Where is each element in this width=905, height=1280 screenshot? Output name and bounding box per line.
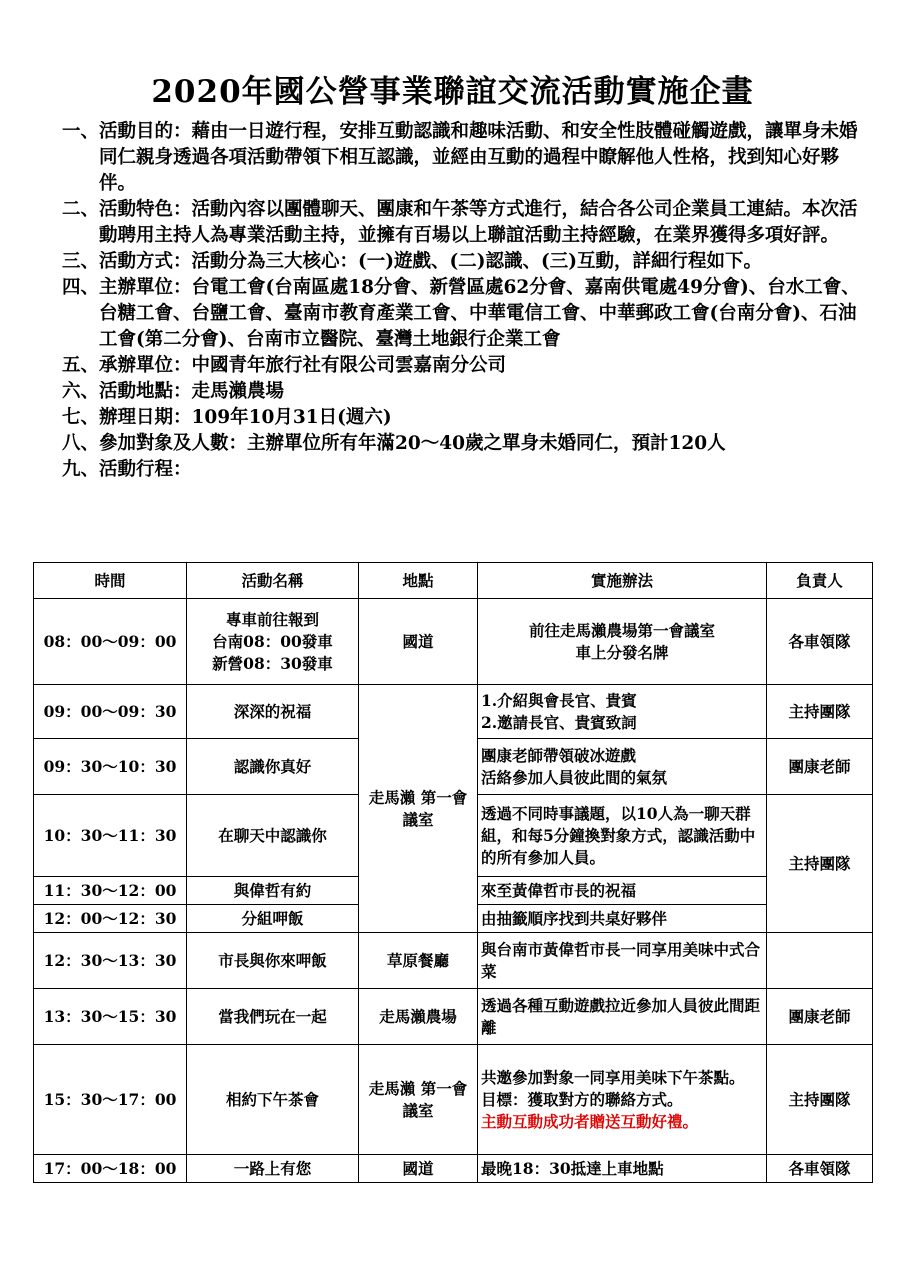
- header-location: 地點: [359, 563, 478, 599]
- location-cell: 國道: [359, 1155, 478, 1183]
- item-text: 活動目的：藉由一日遊行程，安排互動認識和趣味活動、和安全性肢體碰觸遊戲，讓單身未婚同仁親身透過各項活動帶領下相互認識，並經由互動的過程中瞭解他人性格，找到知心好夥伴。: [99, 121, 858, 194]
- item-number: 四、: [62, 277, 100, 298]
- activity-cell: 與偉哲有約: [187, 877, 359, 905]
- item-text: 主辦單位：台電工會(台南區處18分會、新營區處62分會、嘉南供電處49分會)、台水工會、台糖工會、台鹽工會、臺南市教育產業工會、中華電信工會、中華郵政工會(台南分會)、石油工會(第二分會)、台南市立醫院、臺灣土地銀行企業工會: [99, 277, 860, 350]
- owner-cell: 主持團隊: [767, 1045, 873, 1155]
- time-cell: 13：30～15：30: [34, 989, 187, 1045]
- plan-item: [62, 119, 862, 197]
- item-text: 活動行程：: [99, 459, 192, 480]
- header-time: 時間: [34, 563, 187, 599]
- time-cell: 09：30～10：30: [34, 739, 187, 795]
- owner-cell: 團康老師: [767, 989, 873, 1045]
- item-number: 三、: [62, 251, 100, 272]
- item-number: 五、: [62, 355, 100, 376]
- plan-item: [62, 197, 862, 249]
- method-cell: [478, 1045, 767, 1155]
- item-text: 辦理日期：109年10月31日(週六): [99, 407, 392, 428]
- method-line: 團康老師帶領破冰遊戲: [481, 745, 637, 765]
- table-header-row: [34, 563, 873, 599]
- owner-cell: 主持團隊: [767, 685, 873, 739]
- activity-cell: 認識你真好: [187, 739, 359, 795]
- method-line: 車上分發名牌: [575, 642, 669, 662]
- method-cell: 來至黃偉哲市長的祝福: [478, 877, 767, 905]
- time-cell: 15：30～17：00: [34, 1045, 187, 1155]
- owner-cell-empty: [767, 933, 873, 989]
- activity-cell: 當我們玩在一起: [187, 989, 359, 1045]
- item-number: 七、: [62, 407, 100, 428]
- method-cell: 由抽籤順序找到共桌好夥伴: [478, 905, 767, 933]
- location-cell: 走馬瀨 第一會議室: [359, 1045, 478, 1155]
- method-cell: [478, 685, 767, 739]
- item-number: 八、: [62, 433, 100, 454]
- time-cell: 12：30～13：30: [34, 933, 187, 989]
- activity-line: 專車前往報到: [225, 609, 319, 629]
- method-highlight: 主動互動成功者贈送互動好禮。: [481, 1111, 699, 1131]
- method-line: 前往走馬瀨農場第一會議室: [528, 620, 715, 640]
- owner-cell: 各車領隊: [767, 599, 873, 685]
- owner-cell: 各車領隊: [767, 1155, 873, 1183]
- item-text: 參加對象及人數：主辦單位所有年滿20～40歲之單身未婚同仁，預計120人: [99, 433, 726, 454]
- method-line: 1.介紹與會長官、貴賓: [481, 690, 637, 710]
- time-cell: 10：30～11：30: [34, 795, 187, 877]
- item-number: 一、: [62, 121, 100, 142]
- item-number: 二、: [62, 199, 100, 220]
- time-cell: 09：00～09：30: [34, 685, 187, 739]
- table-row: [34, 1045, 873, 1155]
- method-cell: [478, 739, 767, 795]
- item-text: 活動地點：走馬瀨農場: [99, 381, 285, 402]
- method-line: 活絡參加人員彼此間的氣氛: [481, 767, 668, 787]
- table-row: [34, 685, 873, 739]
- plan-items: [62, 119, 862, 483]
- plan-item: [62, 353, 862, 379]
- table-row: [34, 1155, 873, 1183]
- plan-item: [62, 249, 862, 275]
- method-cell: 與台南市黃偉哲市長一同享用美味中式合菜: [478, 933, 767, 989]
- plan-item: [62, 405, 862, 431]
- method-line: 目標：獲取對方的聯絡方式。: [481, 1089, 683, 1109]
- schedule-table: [33, 562, 873, 1183]
- method-cell: [478, 599, 767, 685]
- activity-cell: 分組呷飯: [187, 905, 359, 933]
- activity-cell: 在聊天中認識你: [187, 795, 359, 877]
- plan-item: [62, 275, 862, 353]
- header-owner: 負責人: [767, 563, 873, 599]
- method-cell: 最晚18：30抵達上車地點: [478, 1155, 767, 1183]
- document-title: 2020年國公營事業聯誼交流活動實施企畫: [151, 74, 754, 110]
- time-cell: 12：00～12：30: [34, 905, 187, 933]
- activity-cell: 深深的祝福: [187, 685, 359, 739]
- plan-item: [62, 457, 862, 483]
- time-cell: 17：00～18：00: [34, 1155, 187, 1183]
- table-row: [34, 989, 873, 1045]
- activity-line: 台南08：00發車: [212, 631, 333, 651]
- activity-cell: 市長與你來呷飯: [187, 933, 359, 989]
- item-text: 承辦單位：中國青年旅行社有限公司雲嘉南分公司: [99, 355, 507, 376]
- location-cell: 走馬瀨農場: [359, 989, 478, 1045]
- method-line: 2.邀請長官、貴賓致詞: [481, 712, 637, 732]
- table-row: [34, 599, 873, 685]
- time-cell: 08：00～09：00: [34, 599, 187, 685]
- method-line: 共邀參加對象一同享用美味下午茶點。: [481, 1067, 745, 1087]
- table-row: [34, 933, 873, 989]
- header-method: 實施辦法: [478, 563, 767, 599]
- item-text: 活動特色：活動內容以團體聊天、團康和午茶等方式進行，結合各公司企業員工連結。本次活動聘用主持人為專業活動主持，並擁有百場以上聯誼活動主持經驗，在業界獲得多項好評。: [99, 199, 858, 246]
- location-cell: 走馬瀨 第一會議室: [359, 685, 478, 933]
- location-cell: 草原餐廳: [359, 933, 478, 989]
- plan-item: [62, 379, 862, 405]
- time-cell: 11：30～12：00: [34, 877, 187, 905]
- item-number: 九、: [62, 459, 100, 480]
- item-number: 六、: [62, 381, 100, 402]
- activity-line: 新營08：30發車: [212, 653, 333, 673]
- owner-cell: 團康老師: [767, 739, 873, 795]
- method-cell: 透過各種互動遊戲拉近參加人員彼此間距離: [478, 989, 767, 1045]
- header-activity: 活動名稱: [187, 563, 359, 599]
- owner-cell: 主持團隊: [767, 795, 873, 933]
- plan-item: [62, 431, 862, 457]
- location-cell: 國道: [359, 599, 478, 685]
- activity-cell: 一路上有您: [187, 1155, 359, 1183]
- item-text: 活動方式：活動分為三大核心：(一)遊戲、(二)認識、(三)互動，詳細行程如下。: [99, 251, 763, 272]
- activity-cell: 相約下午茶會: [187, 1045, 359, 1155]
- activity-cell: [187, 599, 359, 685]
- method-cell: 透過不同時事議題，以10人為一聊天群組，和每5分鐘換對象方式，認識活動中的所有參加人員。: [478, 795, 767, 877]
